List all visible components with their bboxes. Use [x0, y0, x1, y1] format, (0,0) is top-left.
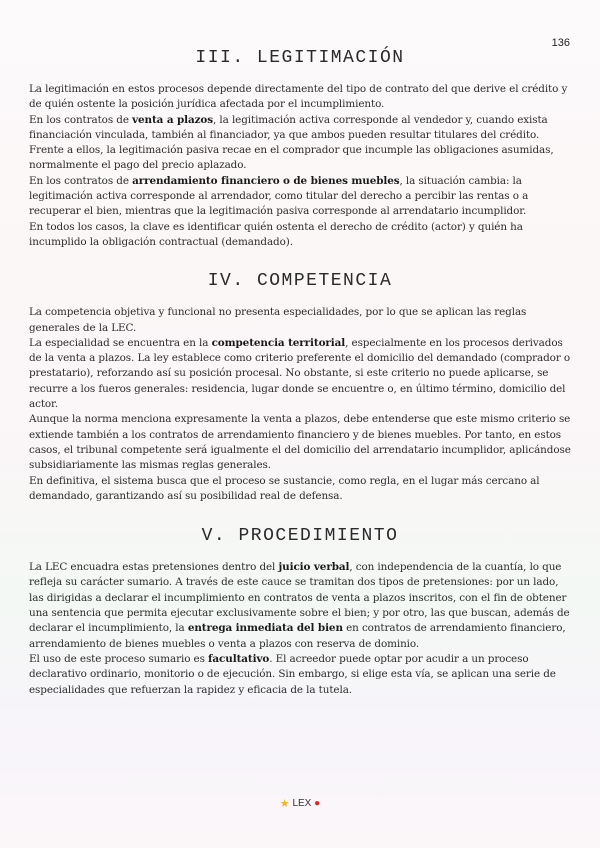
- bold-term: competencia territorial: [211, 336, 346, 349]
- bold-term: arrendamiento financiero o de bienes muebles: [132, 174, 400, 187]
- footer-logo: [0, 797, 600, 810]
- section-legitimacion: [29, 48, 571, 250]
- text-run: En los contratos de: [29, 113, 133, 126]
- text-run: En definitiva, el sistema busca que el proceso se sustancie, como regla, en el lugar más cercano al demandado, garantizando así su posibilidad real de defensa.: [29, 474, 540, 502]
- star-icon: ★: [279, 798, 290, 810]
- paragraph: [29, 412, 571, 473]
- text-run: El uso de este proceso sumario es: [29, 652, 209, 665]
- text-run: En todos los casos, la clave es identificar quién ostenta el derecho de crédito (actor) y quién ha incumplido la obligación contractual (demandado).: [29, 220, 523, 248]
- text-run: Aunque la norma menciona expresamente la venta a plazos, debe entenderse que este mismo criterio se extiende también a los contratos de arrendamiento financiero y de bienes muebles. Por tanto, en estos casos, el tribunal competente será igualmente el del domicilio del arrendatario incumplidor, aplicándose subsidiariamente las mismas reglas generales.: [29, 413, 571, 472]
- text-run: , especialmente en los procesos derivados de la venta a plazos. La ley establece como criterio preferente el domicilio del demandado (comprador o prestatario), reforzando así su posición procesal. No obstante, si este criterio no puede aplicarse, se recurre a los fueros generales: residencia, lugar donde se encuentre o, en último término, domicilio del actor.: [29, 336, 571, 411]
- section-title: III. LEGITIMACIÓN: [195, 48, 405, 68]
- paragraph: [29, 336, 571, 412]
- page-number: 136: [551, 37, 570, 49]
- text-run: La legitimación en estos procesos depende directamente del tipo de contrato del que derive el crédito y de quién ostente la posición jurídica afectada por el incumplimiento.: [29, 83, 568, 111]
- paragraph: [29, 560, 571, 652]
- drop-icon: ●: [314, 798, 321, 809]
- text-run: . El acreedor puede optar por acudir a un proceso declarativo ordinario, monitorio o de ejecución. Sin embargo, si elige esta vía, se aplican una serie de especialidades que refuerzan la rapidez y eficacia de la tutela.: [29, 652, 556, 696]
- bold-term: facultativo: [208, 652, 270, 665]
- text-run: La especialidad se encuentra en la: [29, 336, 212, 349]
- paragraph: [29, 305, 571, 336]
- text-run: , la legitimación activa corresponde al vendedor y, cuando exista financiación vinculada, también al financiador, ya que ambos pueden resultar titulares del crédito. Frente a ellos, la legitimación pasiva recae en el comprador que incumple las obligaciones asumidas, normalmente el pago del precio aplazado.: [29, 113, 554, 172]
- section-title: V. PROCEDIMIENTO: [201, 526, 399, 547]
- section-title: IV. COMPETENCIA: [207, 271, 393, 292]
- text-run: En los contratos de: [29, 174, 133, 187]
- text-run: La LEC encuadra estas pretensiones dentro del: [29, 561, 279, 574]
- section-procedimiento: [29, 526, 571, 698]
- footer-logo-text: LEX: [292, 798, 312, 809]
- bold-term: juicio verbal: [278, 561, 350, 574]
- bold-term: venta a plazos: [132, 113, 214, 126]
- paragraph: [29, 82, 571, 113]
- paragraph: [29, 174, 571, 220]
- paragraph: [29, 220, 571, 251]
- paragraph: [29, 652, 571, 698]
- text-run: en contratos de arrendamiento financiero, arrendamiento de bienes muebles o venta a plazos con reserva de dominio.: [29, 622, 566, 650]
- text-run: La competencia objetiva y funcional no presenta especialidades, por lo que se aplican las reglas generales de la LEC.: [29, 306, 527, 334]
- section-competencia: [29, 271, 571, 504]
- text-run: , con independencia de la cuantía, lo que refleja su carácter sumario. A través de este cauce se tramitan dos tipos de pretensiones: por un lado, las dirigidas a declarar el incumplimiento en contratos de venta a plazos inscritos, con el fin de obtener una sentencia que permita ejecutar exclusivamente sobre el bien; y por otro, las que buscan, además de declarar el incumplimiento, la: [29, 561, 570, 635]
- paragraph: [29, 474, 571, 505]
- text-run: , la situación cambia: la legitimación activa corresponde al arrendador, como titular del derecho a percibir las rentas o a recuperar el bien, mientras que la legitimación pasiva corresponde al arrendatario incumplidor.: [29, 174, 529, 218]
- paragraph: [29, 113, 571, 174]
- document-body: [29, 48, 571, 698]
- bold-term: entrega inmediata del bien: [187, 622, 343, 635]
